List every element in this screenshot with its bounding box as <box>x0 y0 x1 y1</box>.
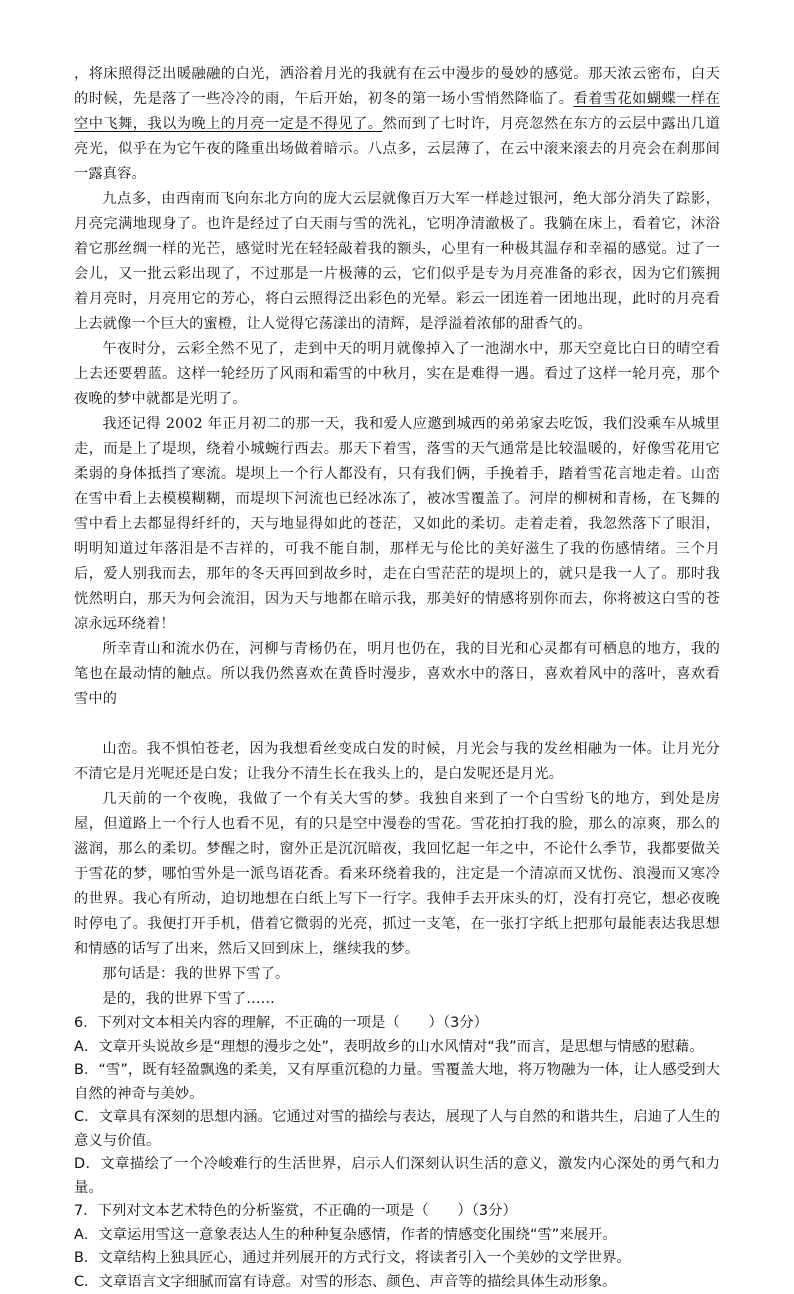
passage-paragraph-6: 山峦。我不惧怕苍老，因为我想看丝变成白发的时候，月光会与我的发丝相融为一体。让月光分不清它是月光呢还是白发；让我分不清生长在我头上的，是白发呢还是月光。 <box>74 737 720 787</box>
passage-paragraph-4: 我还记得 2002 年正月初二的那一天，我和爱人应邀到城西的弟弟家去吃饭，我们没乘车从城里走，而是上了堤坝，绕着小城蜿行西去。那天下着雪，落雪的天气通常是比较温暖的，好像雪花用它柔弱的身体抵挡了寒流。堤坝上一个行人都没有，只有我们俩，手挽着手，踏着雪花言地走着。山峦在雪中看上去模模糊糊，而堤坝下河流也已经冰冻了，被冰雪覆盖了。河岸的柳树和青杨，在飞舞的雪中看上去都显得纤纤的，天与地显得如此的苍茫，又如此的柔切。走着走着，我忽然落下了眼泪，明明知道过年落泪是不吉祥的，可我不能自制，那样无与伦比的美好滋生了我的伤感情绪。三个月后，爱人别我而去，那年的冬天再回到故乡时，走在白雪茫茫的堤坝上的，就只是我一人了。那时我恍然明白，那天为何会流泪，因为天与地都在暗示我，那美好的情感将别你而去，你将被这白雪的苍凉永远环绕着！ <box>74 412 720 637</box>
question-7-stem: 7．下列对文本艺术特色的分析鉴赏，不正确的一项是（ ）（3分） <box>74 1200 720 1224</box>
passage-paragraph-5: 所幸青山和流水仍在，河柳与青杨仍在，明月也仍在，我的目光和心灵都有可栖息的地方，我的笔也在最动情的触点。所以我仍然喜欢在黄昏时漫步，喜欢水中的落日，喜欢着风中的落叶，喜欢看雪中的 <box>74 637 720 712</box>
passage-paragraph-8: 那句话是：我的世界下雪了。 <box>74 962 720 987</box>
question-6-option-c: C．文章具有深刻的思想内涵。它通过对雪的描绘与表达，展现了人与自然的和谐共生，启迪了人生的意义与价值。 <box>74 1106 720 1153</box>
questions-section <box>74 1012 720 1294</box>
passage-paragraph-1 <box>74 62 720 187</box>
passage-paragraph-7: 几天前的一个夜晚，我做了一个有关大雪的梦。我独自来到了一个白雪纷飞的地方，到处是房屋，但道路上一个行人也看不见，有的只是空中漫卷的雪花。雪花拍打我的脸，那么的凉爽，那么的滋润，那么的柔切。梦醒之时，窗外正是沉沉暗夜，我回忆起一年之中，不论什么季节，我都要做关于雪花的梦，哪怕雪外是一派鸟语花香。看来环绕着我的，注定是一个清凉而又忧伤、浪漫而又寒冷的世界。我心有所动，迫切地想在白纸上写下一行字。我伸手去开床头的灯，没有打亮它，想必夜晚时停电了。我便打开手机，借着它微弱的光亮，抓过一支笔，在一张打字纸上把那句最能表达我思想和情感的话写了出来，然后又回到床上，继续我的梦。 <box>74 787 720 962</box>
question-6-option-b: B．“雪”，既有轻盈飘逸的柔美，又有厚重沉稳的力量。雪覆盖大地，将万物融为一体，让人感受到大自然的神奇与美妙。 <box>74 1059 720 1106</box>
question-6-option-d: D．文章描绘了一个冷峻难行的生活世界，启示人们深刻认识生活的意义，激发内心深处的勇气和力量。 <box>74 1153 720 1200</box>
underlined-sentence: 看着雪花如蝴蝶一样在空中飞舞，我以为晚上的月亮一定是不得见了。 <box>74 91 720 132</box>
passage-paragraph-3: 午夜时分，云彩全然不见了，走到中天的明月就像掉入了一池湖水中，那天空竟比白日的晴空看上去还要碧蓝。这样一轮经历了风雨和霜雪的中秋月，实在是难得一遇。看过了这样一轮月亮，那个夜晚的梦中就都是光明了。 <box>74 337 720 412</box>
passage-paragraph-2: 九点多，由西南而飞向东北方向的庞大云层就像百万大军一样趁过银河，绝大部分消失了踪影，月亮完满地现身了。也许是经过了白天雨与雪的洗礼，它明净清澈极了。我躺在床上，看着它，沐浴着它那丝绸一样的光芒，感觉时光在轻轻敲着我的额头，心里有一种极其温存和幸福的感觉。过了一会儿，又一批云彩出现了，不过那是一片极薄的云，它们似乎是专为月亮准备的彩衣，因为它们簇拥着月亮时，月亮用它的芳心，将白云照得泛出彩色的光晕。彩云一团连着一团地出现，此时的月亮看上去就像一个巨大的蜜橙，让人觉得它荡漾出的清辉，是浮溢着浓郁的甜香气的。 <box>74 187 720 337</box>
passage-text: 然而到了七时许，月亮忽然在东方的云层中露出几道亮光，似乎在为它午夜的隆重出场做着暗示。八点多，云层薄了，在云中滚来滚去的月亮会在刹那间一露真容。 <box>74 116 720 182</box>
reading-passage <box>74 62 720 1012</box>
question-7-option-b: B．文章结构上独具匠心，通过并列展开的方式行文，将读者引入一个美妙的文学世界。 <box>74 1247 720 1271</box>
question-6-stem: 6．下列对文本相关内容的理解，不正确的一项是（ ）（3分） <box>74 1012 720 1036</box>
passage-paragraph-9: 是的，我的世界下雪了…… <box>74 987 720 1012</box>
question-7-option-a: A．文章运用雪这一意象表达人生的种种复杂感情，作者的情感变化围绕“雪”来展开。 <box>74 1224 720 1248</box>
question-7-option-c: C．文章语言文字细腻而富有诗意。对雪的形态、颜色、声音等的描绘具体生动形象。 <box>74 1271 720 1294</box>
question-6-option-a: A．文章开头说故乡是“理想的漫步之处”，表明故乡的山水风情对“我”而言，是思想与情感的慰藉。 <box>74 1036 720 1060</box>
passage-text: ，将床照得泛出暖融融的白光，洒浴着月光的我就有在云中漫步的曼妙的感觉。那天浓云密布，白天的时候，先是落了一些冷冷的雨，午后开始，初冬的第一场小雪悄然降临了。 <box>74 66 720 107</box>
